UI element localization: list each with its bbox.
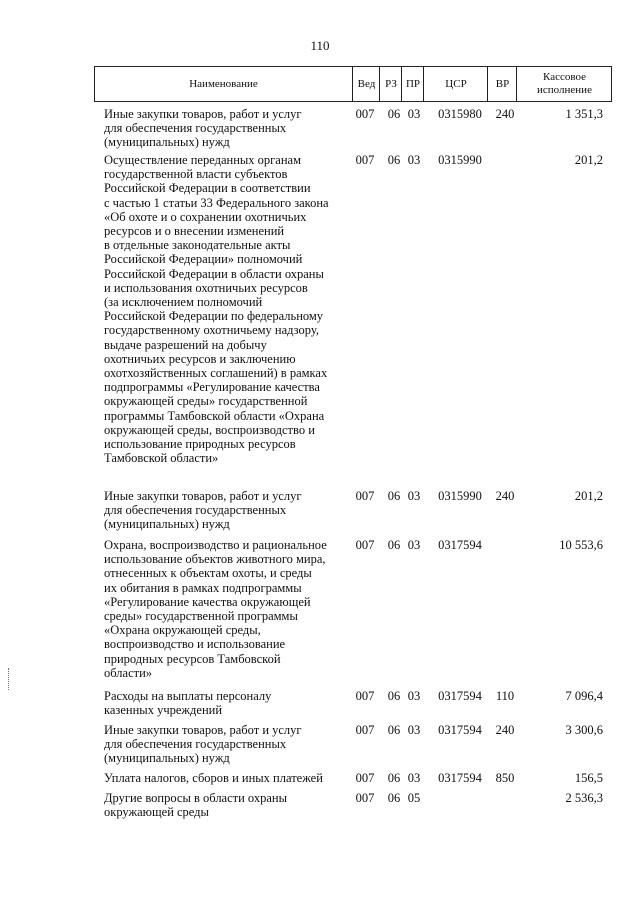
row-name	[104, 107, 348, 150]
row-vr: 110	[495, 689, 515, 703]
row-ved: 007	[355, 538, 375, 552]
row-name-line: Уплата налогов, сборов и иных платежей	[104, 771, 323, 785]
row-rz: 06	[387, 107, 401, 121]
header-amount	[516, 67, 612, 101]
row-name-line: ресурсов и о внесении изменений	[104, 224, 285, 239]
row-name	[104, 538, 348, 680]
row-name-line: Иные закупки товаров, работ и услуг	[104, 723, 302, 737]
row-name-line: Российской Федерации в области охраны	[104, 266, 324, 281]
row-csr: 0317594	[438, 538, 482, 552]
row-amount: 1 351,3	[565, 107, 603, 121]
row-name-line: Российской Федерации по федеральному	[104, 309, 324, 324]
row-ved: 007	[355, 153, 375, 167]
row-name-line: окружающей среды	[104, 805, 209, 820]
row-name-line: казенных учреждений	[104, 703, 223, 718]
row-name-line: использование природных ресурсов	[104, 437, 296, 452]
row-name-line: для обеспечения государственных	[104, 737, 287, 752]
row-name	[104, 153, 348, 465]
row-rz: 06	[387, 791, 401, 805]
row-ved: 007	[355, 791, 375, 805]
row-pr: 03	[407, 489, 421, 503]
row-name-line: Российской Федерации в соответствии	[104, 181, 311, 196]
row-name-line: Осуществление переданных органам	[104, 153, 301, 167]
row-amount: 10 553,6	[559, 538, 603, 552]
row-name-line: области»	[104, 665, 153, 680]
row-ved: 007	[355, 489, 375, 503]
row-name-line: выдаче разрешений на добычу	[104, 337, 267, 352]
row-name-line: окружающей среды» государственной	[104, 394, 308, 409]
row-name-line: Российской Федерации» полномочий	[104, 252, 303, 267]
row-name	[104, 791, 348, 819]
header-csr: ЦСР	[423, 67, 488, 101]
row-name-line: Иные закупки товаров, работ и услуг	[104, 489, 302, 503]
row-rz: 06	[387, 153, 401, 167]
row-rz: 06	[387, 771, 401, 785]
row-name-line: (за исключением полномочий	[104, 295, 263, 310]
row-name-line: (муниципальных) нужд	[104, 517, 230, 532]
row-ved: 007	[355, 771, 375, 785]
row-ved: 007	[355, 107, 375, 121]
row-name-line: (муниципальных) нужд	[104, 751, 230, 766]
row-rz: 06	[387, 689, 401, 703]
header-vr: ВР	[487, 67, 517, 101]
row-amount: 201,2	[574, 153, 603, 167]
row-csr: 0315990	[438, 153, 482, 167]
row-name-line: для обеспечения государственных	[104, 121, 287, 136]
row-name-line: природных ресурсов Тамбовской	[104, 651, 281, 666]
row-name-line: «Регулирование качества окружающей	[104, 594, 311, 609]
row-vr: 850	[495, 771, 515, 785]
row-rz: 06	[387, 723, 401, 737]
header-ved: Вед	[352, 67, 380, 101]
row-csr: 0317594	[438, 771, 482, 785]
header-name: Наименование	[189, 77, 258, 90]
row-name-line: охотхозяйственных соглашений) в рамках	[104, 366, 328, 381]
row-name-line: охотничьих ресурсов и заключению	[104, 351, 296, 366]
row-name-line: государственному охотничьему надзору,	[104, 323, 319, 338]
table-header	[94, 66, 612, 102]
row-name-line: и использования охотничьих ресурсов	[104, 280, 308, 295]
row-ved: 007	[355, 689, 375, 703]
row-name-line: использование объектов животного мира,	[104, 552, 326, 567]
row-rz: 06	[387, 489, 401, 503]
row-name-line: Другие вопросы в области охраны	[104, 791, 288, 805]
row-amount: 7 096,4	[565, 689, 603, 703]
row-vr: 240	[495, 489, 515, 503]
row-name-line: Охрана, воспроизводство и рациональное	[104, 538, 327, 552]
row-amount: 201,2	[574, 489, 603, 503]
row-name-line: для обеспечения государственных	[104, 503, 287, 518]
row-name	[104, 771, 348, 785]
row-name-line: (муниципальных) нужд	[104, 135, 230, 150]
row-vr: 240	[495, 107, 515, 121]
header-pr: ПР	[401, 67, 424, 101]
row-pr: 03	[407, 689, 421, 703]
row-name-line: государственной власти субъектов	[104, 167, 288, 182]
row-vr: 240	[495, 723, 515, 737]
row-pr: 03	[407, 107, 421, 121]
row-name-line: программы Тамбовской области «Охрана	[104, 408, 325, 423]
row-name	[104, 723, 348, 766]
row-name-line: «Об охоте и о сохранении охотничьих	[104, 209, 307, 224]
row-csr: 0317594	[438, 723, 482, 737]
row-name-line: с частью 1 статьи 33 Федерального закона	[104, 195, 329, 210]
row-name-line: подпрограммы «Регулирование качества	[104, 380, 320, 395]
row-name-line: Расходы на выплаты персоналу	[104, 689, 272, 703]
row-amount: 2 536,3	[565, 791, 603, 805]
row-amount: 156,5	[574, 771, 603, 785]
row-name-line: воспроизводство и использование	[104, 637, 286, 652]
row-name-line: окружающей среды, воспроизводство и	[104, 422, 315, 437]
header-amount-line2: исполнение	[537, 84, 592, 96]
row-pr: 05	[407, 791, 421, 805]
row-csr: 0315990	[438, 489, 482, 503]
row-name-line: среды» государственной программы	[104, 609, 298, 624]
row-pr: 03	[407, 538, 421, 552]
row-rz: 06	[387, 538, 401, 552]
row-name-line: в отдельные законодательные акты	[104, 238, 291, 253]
header-amount-line1: Кассовое	[543, 71, 586, 83]
row-pr: 03	[407, 153, 421, 167]
row-amount: 3 300,6	[565, 723, 603, 737]
page-number: 110	[310, 38, 330, 53]
row-csr: 0317594	[438, 689, 482, 703]
row-name-line: Иные закупки товаров, работ и услуг	[104, 107, 302, 121]
row-csr: 0315980	[438, 107, 482, 121]
row-name	[104, 689, 348, 717]
row-pr: 03	[407, 723, 421, 737]
row-name-line: их обитания в рамках подпрограммы	[104, 580, 302, 595]
row-name-line: «Охрана окружающей среды,	[104, 623, 261, 638]
row-pr: 03	[407, 771, 421, 785]
row-ved: 007	[355, 723, 375, 737]
row-name-line: Тамбовской области»	[104, 451, 219, 466]
row-name-line: отнесенных к объектам охоты, и среды	[104, 566, 312, 581]
margin-mark	[8, 668, 11, 690]
row-name	[104, 489, 348, 532]
header-rz: РЗ	[379, 67, 402, 101]
